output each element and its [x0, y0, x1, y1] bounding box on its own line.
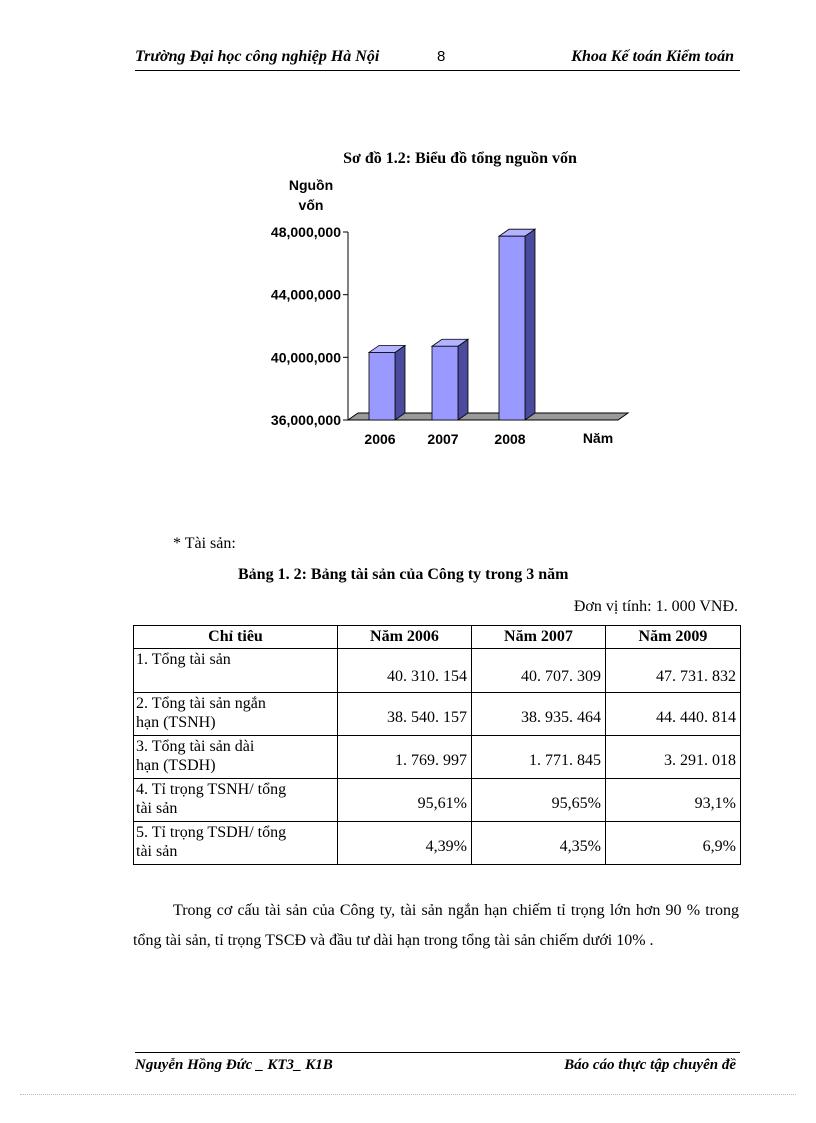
table-row	[134, 649, 741, 693]
row-label-line: 3. Tổng tài sản dài	[136, 738, 255, 755]
x-axis-label: Năm	[582, 430, 614, 446]
row-label-line: hạn (TSNH)	[136, 714, 216, 731]
body-paragraph: Trong cơ cấu tài sản của Công ty, tài sản ngắn hạn chiếm tỉ trọng lớn hơn 90 % trong tổng tài sản, tỉ trọng TSCĐ và đầu tư dài hạn trong tổng tài sản chiếm dưới 10% .	[133, 902, 739, 949]
row-label	[134, 693, 338, 736]
x-tick-label: 2006	[364, 431, 396, 447]
row-label	[134, 779, 338, 822]
y-tick-label: 40,000,000	[270, 349, 341, 366]
row-label-line: tài sản	[136, 843, 178, 860]
row-label	[134, 822, 338, 865]
table-cell	[606, 779, 741, 822]
bar-side	[395, 345, 405, 420]
school-name: Trường Đại học công nghiệp Hà Nội	[135, 48, 380, 65]
table-cell	[338, 693, 472, 736]
cell-value: 44. 440. 814	[656, 709, 736, 726]
author-name: Nguyễn Hồng Đức _ KT3_ K1B	[135, 1057, 333, 1073]
row-label-line: 2. Tổng tài sản ngắn	[136, 695, 266, 712]
cell-value: 4,39%	[425, 838, 467, 855]
cell-value: 4,35%	[559, 838, 601, 855]
row-label	[134, 649, 338, 693]
bar	[369, 352, 395, 420]
table-cell	[338, 822, 472, 865]
x-tick-label: 2007	[427, 431, 459, 447]
table-cell	[338, 736, 472, 779]
table-header-row	[134, 626, 741, 649]
table-cell	[338, 649, 472, 693]
header-year: Năm 2006	[338, 626, 472, 649]
cell-value: 6,9%	[702, 838, 736, 855]
bar-side	[525, 229, 535, 420]
bar-side	[458, 339, 468, 420]
header-year: Năm 2007	[472, 626, 606, 649]
row-label-line: tài sản	[136, 800, 178, 817]
header-indicator: Chỉ tiêu	[134, 626, 338, 649]
table-caption: Bảng 1. 2: Bảng tài sản của Công ty trong 3 năm	[238, 566, 569, 583]
page-number: 8	[437, 48, 446, 65]
row-label	[134, 736, 338, 779]
x-tick-label: 2008	[494, 431, 526, 447]
cell-value: 47. 731. 832	[656, 667, 736, 685]
page-footer	[135, 1052, 740, 1077]
table-cell	[606, 736, 741, 779]
cell-value: 40. 707. 309	[521, 667, 601, 685]
y-axis-label: Nguồn	[288, 177, 334, 193]
table-unit: Đơn vị tính: 1. 000 VNĐ.	[573, 598, 738, 615]
table-cell	[606, 693, 741, 736]
bar	[432, 346, 458, 420]
table-cell	[338, 779, 472, 822]
table-cell	[472, 822, 606, 865]
row-label-line	[136, 669, 335, 688]
chart-title: Sơ đồ 1.2: Biểu đồ tổng nguồn vốn	[343, 150, 577, 167]
row-label-line: 4. Tỉ trọng TSNH/ tổng	[136, 781, 287, 798]
table-cell	[472, 693, 606, 736]
table-row	[134, 822, 741, 865]
cell-value: 38. 540. 157	[387, 709, 467, 726]
cell-value: 93,1%	[694, 795, 736, 812]
table-row	[134, 693, 741, 736]
y-tick-label: 44,000,000	[270, 286, 341, 303]
capital-bar-chart	[240, 140, 640, 460]
page-edge-divider	[20, 1094, 796, 1095]
assets-table	[133, 625, 741, 865]
section-label: * Tài sản:	[173, 535, 236, 552]
row-label-line: hạn (TSDH)	[136, 757, 216, 774]
cell-value: 3. 291. 018	[664, 752, 736, 769]
page-header	[135, 48, 740, 71]
table-cell	[606, 649, 741, 693]
cell-value: 40. 310. 154	[387, 667, 467, 685]
cell-value: 95,61%	[417, 795, 467, 812]
y-tick-label: 36,000,000	[270, 412, 341, 428]
table-row	[134, 779, 741, 822]
table-row	[134, 736, 741, 779]
cell-value: 38. 935. 464	[521, 709, 601, 726]
cell-value: 1. 771. 845	[529, 752, 601, 769]
bar	[499, 236, 525, 420]
cell-value: 95,65%	[551, 795, 601, 812]
report-title: Báo cáo thực tập chuyên đề	[564, 1057, 736, 1073]
y-axis-label: vốn	[298, 197, 324, 213]
header-year: Năm 2009	[606, 626, 741, 649]
y-tick-label: 48,000,000	[270, 224, 341, 240]
department-name: Khoa Kế toán Kiểm toán	[571, 48, 734, 65]
cell-value: 1. 769. 997	[395, 752, 467, 769]
row-label-line: 1. Tổng tài sản	[136, 651, 231, 668]
table-cell	[472, 779, 606, 822]
table-cell	[472, 649, 606, 693]
table-cell	[606, 822, 741, 865]
row-label-line: 5. Tỉ trọng TSDH/ tổng	[136, 824, 287, 841]
table-cell	[472, 736, 606, 779]
